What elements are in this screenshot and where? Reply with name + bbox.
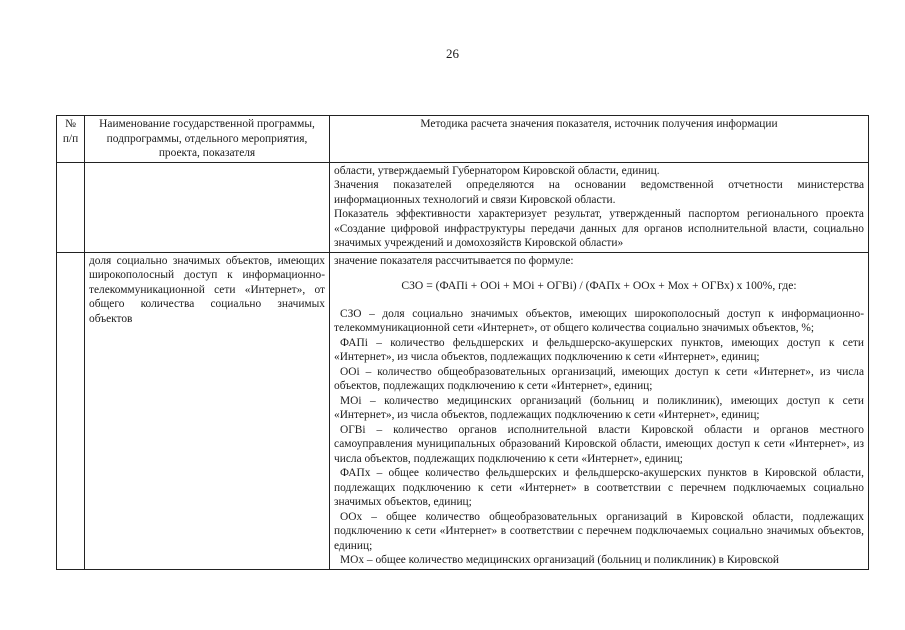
row2-method bbox=[330, 252, 869, 569]
page-number: 26 bbox=[446, 46, 459, 61]
indicator-table bbox=[56, 115, 869, 570]
header-name: Наименование государственной программы, подпрограммы, отдельного мероприятия, проекта, показателя bbox=[85, 116, 330, 163]
row1-paragraph: Показатель эффективности характеризует результат, утвержденный паспортом регионального проекта «Создание цифровой инфраструктуры передачи данных для органов исполнительной власти, социально значимых учреждений и домохозяйств Кировской области» bbox=[334, 208, 864, 249]
row1-method bbox=[330, 162, 869, 252]
definition: СЗО – доля социально значимых объектов, имеющих широкополосный доступ к информационно-телекоммуникационной сети «Интернет», от общего количества социально значимых объектов, %; bbox=[334, 307, 864, 334]
table-header-row bbox=[57, 116, 869, 163]
definition: ФАПх – общее количество фельдшерских и фельдшерско-акушерских пунктов в Кировской области, подлежащих подключению к сети «Интернет» в соответствии с перечнем подключаемых социально значимых объектов, единиц; bbox=[334, 467, 864, 508]
definition: ООх – общее количество общеобразовательных организаций в Кировской области, подлежащих подключению к сети «Интернет» в соответствии с перечнем подключаемых социально значимых объектов, единиц; bbox=[334, 510, 864, 552]
row1-paragraph: Значения показателей определяются на основании ведомственной отчетности министерства информационных технологий и связи Кировской области. bbox=[334, 179, 864, 206]
definition: ФАПi – количество фельдшерских и фельдшерско-акушерских пунктов, имеющих доступ к сети «Интернет», из числа объектов, подлежащих подключению к сети «Интернет», единиц; bbox=[334, 336, 864, 363]
definition: МОх – общее количество медицинских организаций (больниц и поликлиник) в Кировской bbox=[340, 554, 780, 566]
definition: ОГВi – количество органов исполнительной власти Кировской области и органов местного самоуправления муниципальных образований Кировской области, имеющих доступ к сети «Интернет», из числа объектов, подлежащих подключению к сети «Интернет», единиц; bbox=[334, 423, 864, 465]
formula-intro: значение показателя рассчитывается по формуле: bbox=[334, 254, 574, 267]
row1-number bbox=[57, 162, 85, 252]
row1-paragraph: области, утверждаемый Губернатором Кировской области, единиц. bbox=[334, 164, 660, 177]
header-number: № п/п bbox=[57, 116, 85, 163]
definition: ООi – количество общеобразовательных организаций, имеющих доступ к сети «Интернет», из числа объектов, подлежащих подключению к сети «Интернет», единиц; bbox=[334, 365, 864, 392]
header-method: Методика расчета значения показателя, источник получения информации bbox=[330, 116, 869, 163]
table-row bbox=[57, 162, 869, 252]
definition: МОi – количество медицинских организаций (больниц и поликлиник), имеющих доступ к сети «Интернет», из числа объектов, подлежащих подключению к сети «Интернет», единиц; bbox=[334, 394, 864, 421]
row1-name bbox=[85, 162, 330, 252]
formula: СЗО = (ФАПi + OOi + МОi + ОГВi) / (ФАПх + ООх + Мох + ОГВх) х 100%, где: bbox=[401, 279, 797, 292]
table-row bbox=[57, 252, 869, 569]
indicator-name: доля социально значимых объектов, имеющих широкополосный доступ к информационно-телекоммуникационной сети «Интернет», от общего количества социально значимых объектов bbox=[85, 252, 330, 569]
row2-number bbox=[57, 252, 85, 569]
